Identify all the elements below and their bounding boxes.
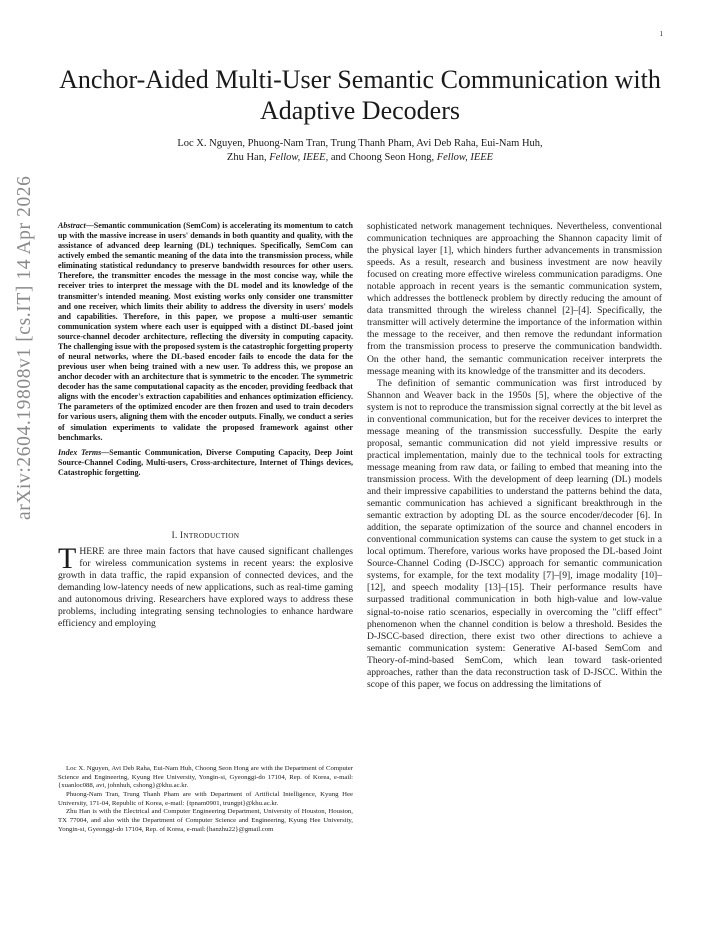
abstract (58, 221, 353, 443)
index-terms (58, 448, 353, 478)
section-title: NTRODUCTION (183, 530, 240, 540)
arxiv-watermark: arXiv:2604.19808v1 [cs.IT] 14 Apr 2026 (14, 175, 35, 520)
intro-paragraph (58, 541, 353, 630)
left-column (58, 221, 353, 630)
body-paragraph-1: sophisticated network management techniques. Nevertheless, conventional communication techniques are approaching the Shannon capacity limit of the physical layer [1], which hinders further advancements in transmission speeds. As a result, research and business investment are now heavily focused on creating more effective wireless communication paradigms. One notable approach in recent years is the semantic communication system, which addresses the bottleneck problem by directly reducing the amount of data transmitted through the wireless channel [2]–[4]. Specifically, the transmitter will actively determine the importance of the information within the message to the receiver, and then remove the redundant information from the transmission process to preserve the communication bandwidth. On the other hand, the semantic communication receiver interprets the message meaning with its knowledge of the transmitter and its decoders. (367, 221, 662, 377)
body-paragraph-2: The definition of semantic communication was first introduced by Shannon and Weaver back in the 1950s [5], where the objective of the system is not to reproduce the transmission signal correctly at the bit level as in conventional communication, but for the receiver devices to interpret the message meaning of the transmission successfully. Despite the early proposal, semantic communication did not yield impressive results or practical implementation, mainly due to the technical tools for extracting message meaning from raw data, or failing to embed that meaning into the transmission process. With the development of deep learning (DL) models and their impressive capabilities to understand the patterns behind the data, semantic communication has achieved a significant breakthrough in the semantic extraction by adopting DL as the source encoder/decoder [6]. In addition, the separate optimization of the source and channel encoders in conventional communication systems can cause the system to get stuck in a local optimum. Therefore, various works have proposed the DL-based Joint Source-Channel Coding (D-JSCC) approach for semantic communication systems, for example, for the text modality [7]–[9], image modality [10]–[12], and speech modality [13]–[15]. Their performance results have surpassed traditional communication in both high-value and low-value signal-to-noise ratio scenarios, especially in overcoming the "cliff effect" phenomenon when the channel condition is below a threshold. Besides the D-JSCC-based direction, there exist two other directions to achieve a semantic communication system: Generative AI-based SemCom and Theory-of-mind-based SemCom, which lean toward task-oriented approaches, rather than the data reconstruction task of D-JSCC. Within the scope of this paper, we focus on addressing the limitations of (367, 377, 662, 690)
paper-title: Anchor-Aided Multi-User Semantic Communication with Adaptive Decoders (59, 65, 661, 125)
author-list (80, 137, 640, 165)
right-column (367, 221, 662, 691)
authors-line-1: Loc X. Nguyen, Phuong-Nam Tran, Trung Thanh Pham, Avi Deb Raha, Eui-Nam Huh, (177, 138, 543, 149)
page-number: 1 (659, 30, 663, 38)
section-number: I. I (171, 529, 184, 540)
footnotes (58, 765, 353, 834)
intro-text: HERE are three main factors that have caused significant challenges for wireless communication systems in recent years: the explosive growth in data traffic, the rapid expansion of connected devices, and the demanding low-latency needs of new applications, such as real-time gaming and autonomous driving. Researchers have explored ways to address these problems, including integrating sensing technologies to enhance hardware efficiency and employing (58, 545, 353, 630)
abstract-body: Semantic communication (SemCom) is accelerating its momentum to catch up with the massive increase in users' demands in both quantity and quality, with the assistance of advanced deep learning (DL) techniques. Specifically, SemCom can actively embed the semantic meaning of the data into the transmission process, while eliminating statistical redundancy to preserve bandwidth resources for other users. Therefore, the transmitter encodes the message in the most concise way, while the receiver tries to interpret the message with the DL model and its knowledge of the transmitter's intended meaning. Most existing works only consider one transmitter and one receiver, which limits their ability to address the diversity in users' models and capabilities. Therefore, in this paper, we propose a multi-user semantic communication system where each user is equipped with a distinct DL-based joint source-channel decoder architecture, reflecting the diversity in computing capacity. The challenging issue with the proposed system is the catastrophic forgetting property of neural networks, where the DL-based encoder fails to encode the data for the previous user when being trained with a new user. To address this, we propose an anchor decoder with an architecture that is symmetric to the encoder. The symmetric decoder has the same computational capacity as the encoder, providing feedback that aligns with the encoder's extraction capabilities and enhances optimization efficiency. The parameters of the optimized encoder are then frozen and used to train decoders for various users, aligning them with the encoder outputs. Finally, we conduct a series of simulation experiments to validate the proposed framework against other benchmarks. (58, 221, 353, 442)
abstract-lead: Abstract— (58, 221, 94, 230)
footnote-affiliation-2: Phuong-Nam Tran, Trung Thanh Pham are with Department of Artificial Intelligence, Kyung Hee University, 171-04, Republic of Korea, e-mail: {tpnam0901, trungpt}@khu.ac.kr. (58, 790, 353, 807)
authors-line-2c: and Choong Seon Hong, (330, 152, 435, 163)
footnote-affiliation-3: Zhu Han is with the Electrical and Computer Engineering Department, University of Houston, Houston, TX 77004, and also with the Department of Computer Science and Engineering, Kyung Hee University, Yongin-si, Gyeonggi-do 17104, Rep. of Korea, e-mail:{hanzhu22}@gmail.com (58, 808, 353, 833)
index-terms-lead: Index Terms (58, 447, 102, 457)
footnote-affiliation-1: Loc X. Nguyen, Avi Deb Raha, Eui-Nam Huh, Choong Seon Hong are with the Department of Computer Science and Engineering, Kyung Hee University, Yongin-si, Gyeonggi-do 17104, Rep. of Korea, e-mail: {xuanloc088, avi, johnhuh, cshong}@khu.ac.kr. (58, 765, 353, 790)
drop-cap: T (58, 541, 77, 575)
index-terms-body: —Semantic Communication, Diverse Computing Capacity, Deep Joint Source-Channel Coding, Multi-users, Cross-architecture, Internet of Things devices, Catastrophic forgetting. (58, 447, 353, 477)
authors-line-2a: Zhu Han, (226, 152, 267, 163)
fellow-ieee-2: Fellow, IEEE (436, 152, 494, 163)
fellow-ieee-1: Fellow, IEEE, (269, 152, 329, 163)
section-heading-introduction (58, 530, 353, 540)
